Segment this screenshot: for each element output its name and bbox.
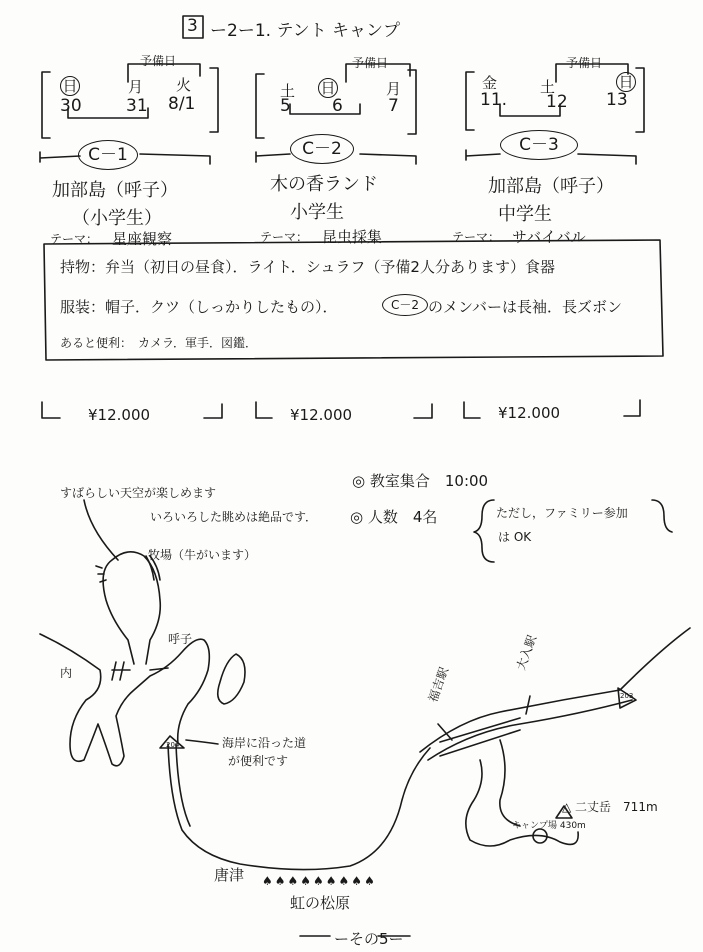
place-name: 加部島（呼子） — [488, 176, 614, 197]
col2-code-line-right — [360, 154, 416, 164]
reserve-label: 予備日 — [140, 54, 177, 68]
price2-left-tick — [256, 402, 272, 418]
theme: 昆虫採集 — [322, 228, 383, 246]
belongings-line: 持物：弁当（初日の昼食）．ライト．シュラフ（予備2人分あります）食器 — [60, 258, 555, 276]
date-label: 13 — [606, 90, 628, 110]
route204-road — [168, 744, 430, 870]
price1-right-tick — [204, 404, 222, 418]
day-label: 火 — [176, 76, 192, 94]
clothing-line: 服装：帽子．クツ（しっかりしたもの）． — [60, 298, 338, 316]
bridge-lines — [112, 668, 168, 670]
price-c1: ¥12.000 — [88, 406, 151, 424]
ranch-label: 牧場（牛がいます） — [148, 548, 257, 562]
grade: 中学生 — [498, 204, 552, 225]
place-name: 木の香ランド — [270, 174, 378, 195]
day-label: 日 — [616, 72, 636, 92]
theme: 星座観察 — [112, 230, 173, 248]
day-label: 月 — [386, 80, 402, 98]
price-c3: ¥12.000 — [498, 404, 561, 422]
date-label: 30 — [60, 96, 82, 116]
date-label: 5 — [280, 96, 291, 116]
day-label: 土 — [540, 78, 556, 96]
col3-code-line-right — [578, 154, 636, 164]
reserve-label: 予備日 — [352, 56, 389, 70]
clothing-course-code: C－2 — [382, 294, 428, 316]
peak-label: △ 二丈岳 711m — [562, 800, 658, 814]
day-label: 金 — [482, 74, 498, 92]
col3-right-bracket — [636, 68, 644, 132]
east-rail-line — [428, 700, 632, 760]
route203-label: 203 — [620, 692, 634, 700]
price1-left-tick — [42, 402, 60, 418]
family-note: は OK — [498, 530, 532, 544]
small-island — [218, 654, 245, 704]
yobuko-label: 呼子 — [168, 632, 193, 646]
coast-road-pointer — [186, 740, 218, 744]
grade: （小学生） — [72, 208, 162, 229]
coast-road-label: が便利です — [228, 754, 289, 768]
meeting-note: ◎ 教室集合 10:00 — [352, 472, 489, 490]
east-rail-ties — [440, 718, 520, 756]
col3-left-bracket — [466, 72, 474, 130]
sky-pointer — [84, 500, 118, 560]
day-label: 月 — [128, 78, 144, 96]
date-label: 8/1 — [168, 94, 196, 114]
price3-left-tick — [464, 402, 480, 418]
reserve-label: 予備日 — [566, 56, 603, 70]
theme: サバイバル — [512, 228, 586, 246]
col1-code-line-left — [40, 152, 80, 162]
route204-label: 204 — [166, 741, 180, 749]
theme-label: テーマ： — [50, 232, 99, 246]
river — [500, 740, 520, 826]
east-coast — [420, 628, 690, 752]
bridge-ticks — [112, 662, 124, 680]
col2-right-bracket — [408, 70, 416, 134]
route204-road-inner — [176, 744, 190, 826]
coast-road-label: 海岸に沿った道 — [222, 736, 307, 750]
header-number: 3 — [187, 16, 198, 36]
pine-trees-icon: ♠♠♠♠♠♠♠♠♠ — [262, 874, 377, 888]
clothing-line-suffix: のメンバーは長袖．長ズボン — [428, 298, 622, 316]
headcount-note: ◎ 人数 4名 — [350, 508, 438, 526]
price3-right-tick — [624, 400, 640, 416]
ochi-pointer — [526, 696, 530, 714]
theme-label: テーマ： — [452, 230, 501, 244]
date-label: 6 — [332, 96, 343, 116]
col1-right-bracket — [210, 68, 218, 132]
day-label: 土 — [280, 82, 296, 100]
sky-note: すばらしい天空が楽しめます — [60, 486, 217, 500]
grade: 小学生 — [290, 202, 344, 223]
view-note: いろいろした眺めは絶品です． — [150, 510, 318, 524]
col1-left-bracket — [42, 72, 50, 138]
uchi-label: 内 — [60, 666, 73, 680]
col3-code-line-left — [466, 150, 500, 160]
col2-left-bracket — [256, 74, 264, 138]
course-code: C－1 — [78, 140, 138, 170]
price2-right-tick — [414, 404, 432, 418]
day-label: 日 — [60, 76, 80, 96]
date-label: 31 — [126, 96, 148, 116]
place-name: 加部島（呼子） — [52, 180, 178, 201]
family-note: ただし，ファミリー参加 — [496, 506, 628, 520]
useful-items-line: あると便利： カメラ．軍手．図鑑． — [60, 336, 258, 350]
niji-no-matsubara-label: 虹の松原 — [290, 894, 351, 912]
course-code: C－3 — [500, 130, 578, 160]
date-label: 11. — [480, 90, 508, 110]
col2-under-line — [290, 104, 360, 114]
price-c2: ¥12.000 — [290, 406, 353, 424]
course-code: C－2 — [290, 134, 354, 164]
karatsu-label: 唐津 — [214, 866, 245, 884]
headcount-open-brace — [474, 500, 494, 562]
col2-code-line-left — [256, 152, 290, 162]
date-label: 7 — [388, 96, 399, 116]
page-title: ー2ー1. テント キャンプ — [210, 21, 400, 41]
col1-code-line-right — [140, 154, 210, 164]
date-label: 12 — [546, 92, 568, 112]
ochi-station-label: 大入駅 — [513, 633, 540, 672]
fukuyoshi-station-label: 福吉駅 — [425, 665, 452, 704]
day-label: 日 — [318, 78, 338, 98]
yobuko-coast — [40, 634, 209, 766]
page-footer: ーその5ー — [334, 930, 404, 948]
headcount-close-brace — [652, 500, 672, 532]
camp-label: キャンプ場 430m — [512, 821, 586, 831]
theme-label: テーマ： — [260, 230, 309, 244]
